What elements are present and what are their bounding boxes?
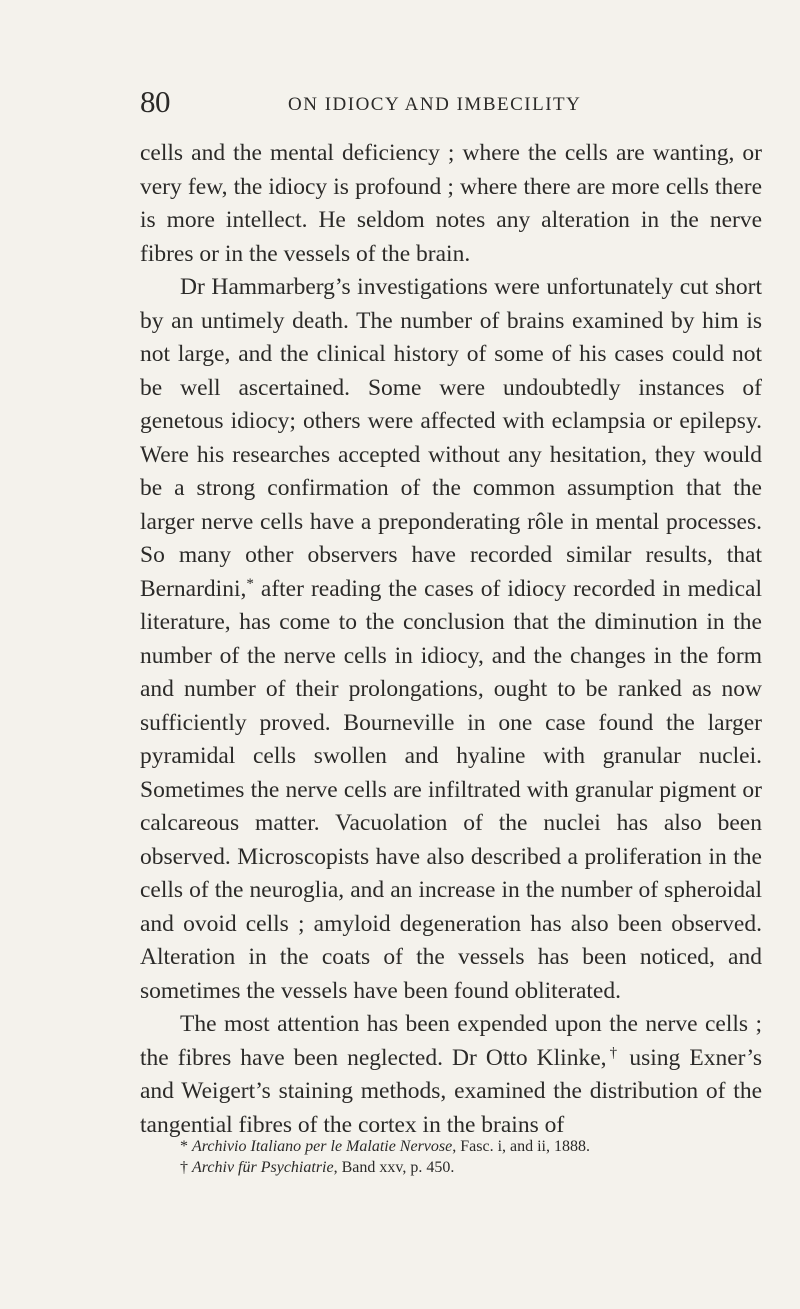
paragraph-2-text-before: Dr Hammarberg’s investigations were unfortunately cut short by an untimely death. The number of brains examined by him is not large, and the clinical history of some of his cases could not be well ascertained. Some were undoubtedly instances of genetous idiocy; others were affected with eclampsia or epilepsy. Were his researches accepted without any hesitation, they would be a strong confirmation of the common assumption that the larger nerve cells have a preponderating rôle in mental processes. So many other observers have recorded similar results, that Bernardini,: [140, 274, 762, 602]
page-number: 80: [140, 84, 170, 119]
footnote-2-rest: , Band xxv, p. 450.: [333, 1159, 455, 1176]
footnote-1-rest: , Fasc. i, and ii, 1888.: [452, 1138, 590, 1155]
footnote-2-mark: †: [180, 1159, 188, 1176]
running-head: [140, 82, 780, 122]
footnote-1-mark: *: [180, 1138, 188, 1155]
paragraph-1: [140, 137, 762, 271]
paragraph-3-text-after: using Exner’s and Weigert’s staining methods, examined the distribution of the tangential fibres of the cortex in the brains of: [140, 1044, 762, 1138]
footnote-ref-2: †: [606, 1044, 621, 1061]
body-text: [140, 137, 762, 1142]
paragraph-3-text-before: The most attention has been expended upon the nerve cells ; the fibres have been neglected. Dr Otto Klinke,: [140, 1011, 762, 1071]
footnote-2-title: Archiv für Psychiatrie: [192, 1159, 334, 1176]
footnote-1-title: Archivio Italiano per le Malatie Nervose: [192, 1138, 453, 1155]
paragraph-2-text-after: after reading the cases of idiocy recorded in medical literature, has come to the conclusion that the diminution in the number of the nerve cells in idiocy, and the changes in the form and number of their prolongations, ought to be ranked as now sufficiently proved. Bourneville in one case found the larger pyramidal cells swollen and hyaline with granular nuclei. Sometimes the nerve cells are infiltrated with granular pigment or calcareous matter. Vacuolation of the nuclei has also been observed. Microscopists have also described a proliferation in the cells of the neuroglia, and an increase in the number of spheroidal and ovoid cells ; amyloid degeneration has also been observed. Alteration in the coats of the vessels has been noticed, and sometimes the vessels have been found obliterated.: [140, 575, 762, 1004]
paragraph-1-text: cells and the mental deficiency ; where the cells are wanting, or very few, the idiocy is profound ; where there are more cells there is more intellect. He seldom notes any alteration in the nerve fibres or in the vessels of the brain.: [140, 140, 762, 267]
running-title: ON IDIOCY AND IMBECILITY: [288, 94, 582, 115]
footnote-2: [180, 1157, 760, 1178]
footnote-1: [180, 1136, 760, 1157]
footnote-ref-1: *: [246, 575, 254, 592]
paragraph-2: [140, 271, 762, 1008]
footnotes: [180, 1136, 760, 1178]
paragraph-3: [140, 1008, 762, 1142]
